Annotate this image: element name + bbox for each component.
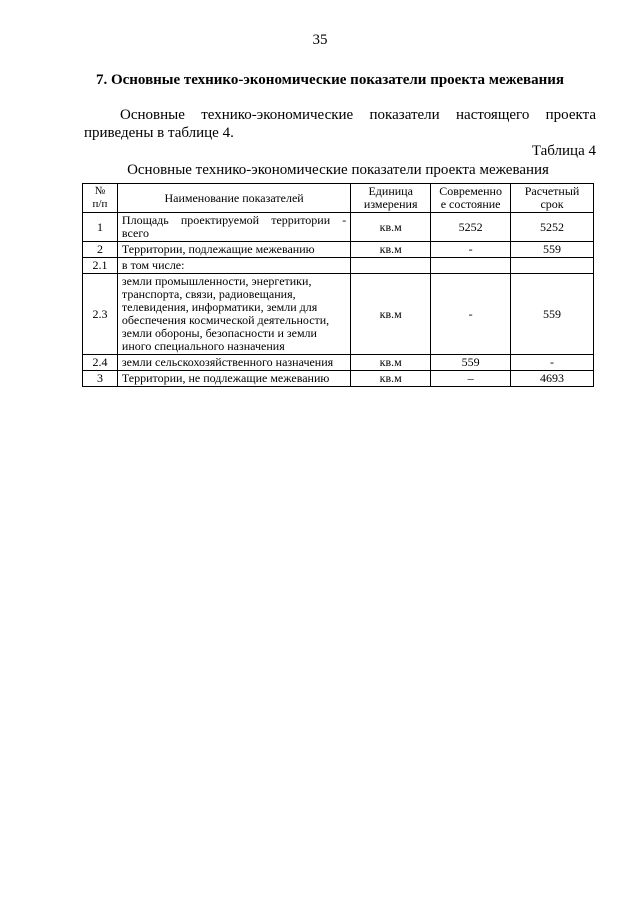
row-number: 2.1 (83, 258, 118, 274)
row-name: Территории, не подлежащие межеванию (117, 371, 350, 387)
row-name: Территории, подлежащие межеванию (117, 242, 350, 258)
row-number: 3 (83, 371, 118, 387)
paragraph-word: показатели (369, 107, 440, 123)
table-row (83, 355, 594, 371)
paragraph-line-1 (84, 106, 596, 124)
row-unit: кв.м (351, 213, 431, 242)
row-name: Площадь проектируемой территории - всего (117, 213, 350, 242)
row-name: земли промышленности, энергетики, транспорта, связи, радиовещания, телевидения, информатики, земли для обеспечения космической деятельности, земли обороны, безопасности и земли иного специального назначения (117, 274, 350, 355)
header-number-line2: п/п (92, 198, 108, 210)
paragraph-word: Основные (120, 107, 185, 123)
row-current: – (431, 371, 511, 387)
paragraph-word: настоящего (456, 107, 530, 123)
table-label: Таблица 4 (531, 143, 596, 159)
row-projected: 4693 (511, 371, 594, 387)
row-name: земли сельскохозяйственного назначения (117, 355, 350, 371)
paragraph-word: проекта (545, 107, 596, 123)
table-header-row (83, 184, 594, 213)
header-number-line1: № (94, 185, 106, 197)
table-row (83, 213, 594, 242)
header-unit-line1: Единица (368, 184, 413, 198)
row-unit: кв.м (351, 371, 431, 387)
row-unit: кв.м (351, 274, 431, 355)
table-row (83, 242, 594, 258)
row-unit: кв.м (351, 242, 431, 258)
header-unit (351, 184, 431, 213)
table-row (83, 371, 594, 387)
row-projected: - (511, 355, 594, 371)
row-number: 1 (83, 213, 118, 242)
indicators-table (82, 183, 594, 387)
table-row (83, 274, 594, 355)
row-unit (351, 258, 431, 274)
row-current: 5252 (431, 213, 511, 242)
paragraph-word: технико-экономические (201, 107, 354, 123)
row-unit: кв.м (351, 355, 431, 371)
row-number: 2.4 (83, 355, 118, 371)
paragraph-line-2: приведены в таблице 4. (84, 125, 234, 141)
row-current: - (431, 274, 511, 355)
header-number (83, 184, 118, 213)
row-projected: 559 (511, 242, 594, 258)
section-heading: 7. Основные технико-экономические показатели проекта межевания (95, 72, 565, 88)
row-current: - (431, 242, 511, 258)
header-unit-line2: измерения (363, 197, 418, 211)
header-projected (511, 184, 594, 213)
row-projected: 5252 (511, 213, 594, 242)
row-number: 2.3 (83, 274, 118, 355)
table-title: Основные технико-экономические показатели проекта межевания (127, 162, 549, 178)
header-projected-line2: срок (540, 197, 564, 211)
row-projected (511, 258, 594, 274)
row-current (431, 258, 511, 274)
header-current-line1: Современно (439, 184, 502, 198)
header-projected-line1: Расчетный (524, 184, 580, 198)
header-name: Наименование показателей (117, 184, 350, 213)
row-number: 2 (83, 242, 118, 258)
row-current: 559 (431, 355, 511, 371)
table-row (83, 258, 594, 274)
header-current-state (431, 184, 511, 213)
page-number: 35 (312, 32, 328, 48)
intro-paragraph (84, 106, 596, 142)
row-name: в том числе: (117, 258, 350, 274)
header-current-line2: е состояние (440, 197, 501, 211)
row-projected: 559 (511, 274, 594, 355)
